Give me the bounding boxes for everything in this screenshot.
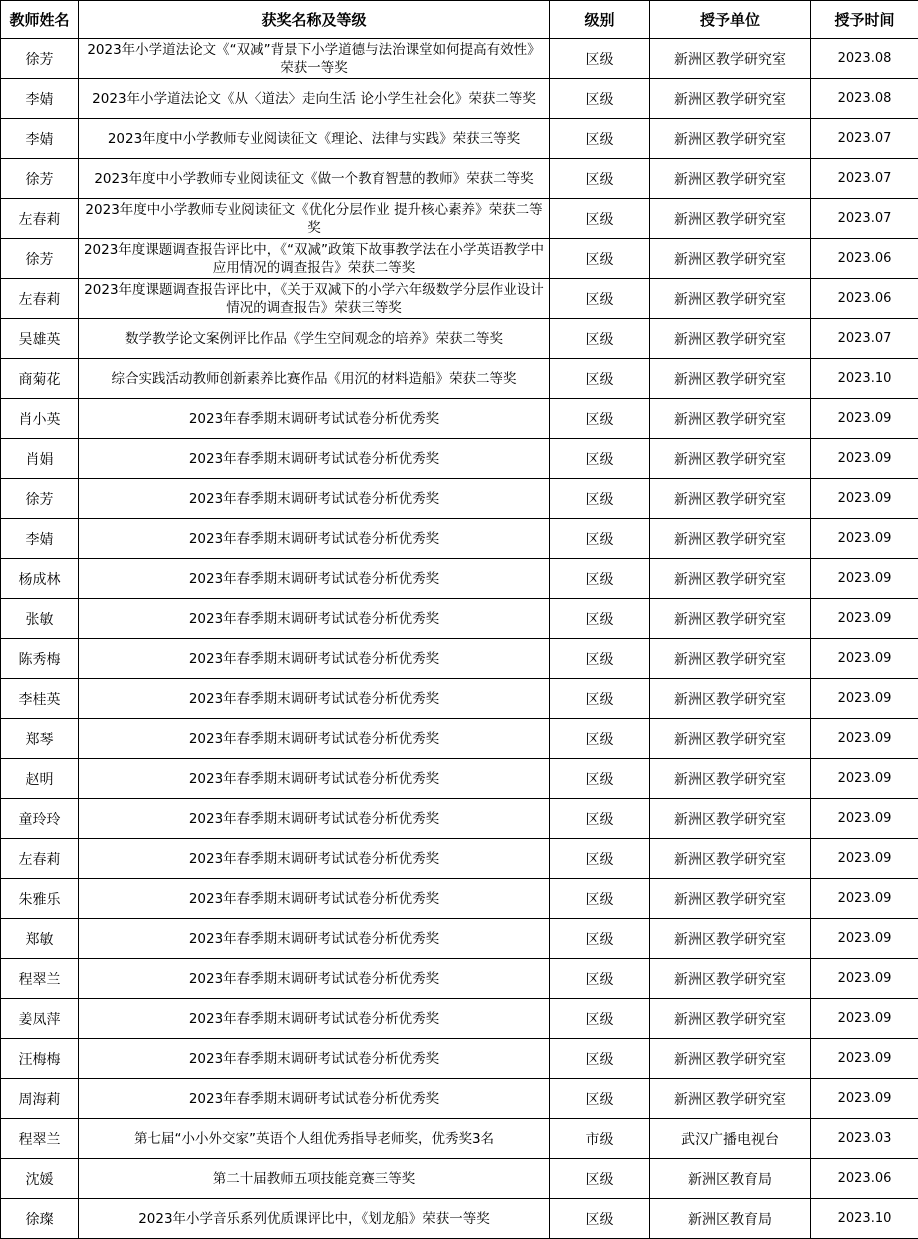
table-row bbox=[1, 719, 918, 759]
table-row bbox=[1, 439, 918, 479]
teacher-name-cell: 左春莉 bbox=[1, 839, 79, 879]
granting-unit-cell: 新洲区教育局 bbox=[650, 1199, 811, 1239]
table-row bbox=[1, 239, 918, 279]
teacher-name-cell: 左春莉 bbox=[1, 199, 79, 239]
level-cell: 区级 bbox=[550, 479, 650, 519]
teacher-name-cell: 吴雄英 bbox=[1, 319, 79, 359]
grant-date-cell: 2023.09 bbox=[811, 1079, 918, 1119]
award-name-cell: 2023年春季期末调研考试试卷分析优秀奖 bbox=[79, 599, 550, 639]
granting-unit-cell: 新洲区教学研究室 bbox=[650, 159, 811, 199]
grant-date-cell: 2023.09 bbox=[811, 759, 918, 799]
grant-date-cell: 2023.09 bbox=[811, 679, 918, 719]
header-teacher-name: 教师姓名 bbox=[1, 1, 79, 39]
award-name-cell: 2023年度课题调查报告评比中，《“双减”政策下故事教学法在小学英语教学中应用情况的调查报告》荣获二等奖 bbox=[79, 239, 550, 279]
table-row bbox=[1, 199, 918, 239]
table-row bbox=[1, 1159, 918, 1199]
table-row bbox=[1, 159, 918, 199]
grant-date-cell: 2023.09 bbox=[811, 599, 918, 639]
granting-unit-cell: 新洲区教学研究室 bbox=[650, 559, 811, 599]
granting-unit-cell: 新洲区教学研究室 bbox=[650, 319, 811, 359]
award-name-cell: 2023年春季期末调研考试试卷分析优秀奖 bbox=[79, 759, 550, 799]
table-row bbox=[1, 279, 918, 319]
teacher-name-cell: 童玲玲 bbox=[1, 799, 79, 839]
teacher-name-cell: 周海莉 bbox=[1, 1079, 79, 1119]
level-cell: 区级 bbox=[550, 119, 650, 159]
award-name-cell: 第七届“小小外交家”英语个人组优秀指导老师奖，优秀奖3名 bbox=[79, 1119, 550, 1159]
grant-date-cell: 2023.09 bbox=[811, 959, 918, 999]
grant-date-cell: 2023.07 bbox=[811, 119, 918, 159]
table-row bbox=[1, 1039, 918, 1079]
level-cell: 区级 bbox=[550, 199, 650, 239]
award-name-cell: 2023年春季期末调研考试试卷分析优秀奖 bbox=[79, 799, 550, 839]
grant-date-cell: 2023.09 bbox=[811, 519, 918, 559]
granting-unit-cell: 新洲区教育局 bbox=[650, 1159, 811, 1199]
award-name-cell: 2023年春季期末调研考试试卷分析优秀奖 bbox=[79, 559, 550, 599]
granting-unit-cell: 新洲区教学研究室 bbox=[650, 1039, 811, 1079]
grant-date-cell: 2023.09 bbox=[811, 919, 918, 959]
award-name-cell: 2023年春季期末调研考试试卷分析优秀奖 bbox=[79, 1039, 550, 1079]
grant-date-cell: 2023.09 bbox=[811, 719, 918, 759]
grant-date-cell: 2023.09 bbox=[811, 559, 918, 599]
award-name-cell: 2023年春季期末调研考试试卷分析优秀奖 bbox=[79, 399, 550, 439]
award-name-cell: 2023年春季期末调研考试试卷分析优秀奖 bbox=[79, 879, 550, 919]
table-body bbox=[1, 39, 918, 1239]
level-cell: 区级 bbox=[550, 799, 650, 839]
grant-date-cell: 2023.07 bbox=[811, 319, 918, 359]
header-granting-unit: 授予单位 bbox=[650, 1, 811, 39]
level-cell: 区级 bbox=[550, 319, 650, 359]
table-row bbox=[1, 879, 918, 919]
table-row bbox=[1, 79, 918, 119]
award-name-cell: 2023年小学音乐系列优质课评比中，《划龙船》荣获一等奖 bbox=[79, 1199, 550, 1239]
granting-unit-cell: 新洲区教学研究室 bbox=[650, 799, 811, 839]
table-row bbox=[1, 919, 918, 959]
granting-unit-cell: 新洲区教学研究室 bbox=[650, 199, 811, 239]
grant-date-cell: 2023.09 bbox=[811, 879, 918, 919]
level-cell: 区级 bbox=[550, 999, 650, 1039]
level-cell: 市级 bbox=[550, 1119, 650, 1159]
teacher-name-cell: 赵明 bbox=[1, 759, 79, 799]
level-cell: 区级 bbox=[550, 719, 650, 759]
table-row bbox=[1, 799, 918, 839]
award-name-cell: 2023年春季期末调研考试试卷分析优秀奖 bbox=[79, 679, 550, 719]
header-award-name: 获奖名称及等级 bbox=[79, 1, 550, 39]
table-row bbox=[1, 639, 918, 679]
grant-date-cell: 2023.06 bbox=[811, 239, 918, 279]
teacher-name-cell: 左春莉 bbox=[1, 279, 79, 319]
teacher-name-cell: 肖小英 bbox=[1, 399, 79, 439]
award-name-cell: 2023年春季期末调研考试试卷分析优秀奖 bbox=[79, 479, 550, 519]
level-cell: 区级 bbox=[550, 1199, 650, 1239]
teacher-name-cell: 陈秀梅 bbox=[1, 639, 79, 679]
level-cell: 区级 bbox=[550, 79, 650, 119]
table-row bbox=[1, 1199, 918, 1239]
table-row bbox=[1, 1079, 918, 1119]
award-name-cell: 2023年度中小学教师专业阅读征文《做一个教育智慧的教师》荣获二等奖 bbox=[79, 159, 550, 199]
level-cell: 区级 bbox=[550, 39, 650, 79]
award-name-cell: 数学教学论文案例评比作品《学生空间观念的培养》荣获二等奖 bbox=[79, 319, 550, 359]
award-name-cell: 2023年小学道法论文《从〈道法〉走向生活 论小学生社会化》荣获二等奖 bbox=[79, 79, 550, 119]
teacher-name-cell: 程翠兰 bbox=[1, 1119, 79, 1159]
grant-date-cell: 2023.09 bbox=[811, 639, 918, 679]
header-level: 级别 bbox=[550, 1, 650, 39]
grant-date-cell: 2023.10 bbox=[811, 359, 918, 399]
table-row bbox=[1, 759, 918, 799]
granting-unit-cell: 新洲区教学研究室 bbox=[650, 839, 811, 879]
table-row bbox=[1, 359, 918, 399]
grant-date-cell: 2023.09 bbox=[811, 839, 918, 879]
table-row bbox=[1, 999, 918, 1039]
level-cell: 区级 bbox=[550, 639, 650, 679]
level-cell: 区级 bbox=[550, 359, 650, 399]
table-row bbox=[1, 559, 918, 599]
table-header bbox=[1, 1, 918, 39]
grant-date-cell: 2023.09 bbox=[811, 799, 918, 839]
granting-unit-cell: 新洲区教学研究室 bbox=[650, 679, 811, 719]
table-row bbox=[1, 479, 918, 519]
teacher-name-cell: 张敏 bbox=[1, 599, 79, 639]
granting-unit-cell: 新洲区教学研究室 bbox=[650, 119, 811, 159]
level-cell: 区级 bbox=[550, 159, 650, 199]
teacher-name-cell: 郑琴 bbox=[1, 719, 79, 759]
table-row bbox=[1, 959, 918, 999]
granting-unit-cell: 新洲区教学研究室 bbox=[650, 79, 811, 119]
header-grant-date: 授予时间 bbox=[811, 1, 918, 39]
granting-unit-cell: 新洲区教学研究室 bbox=[650, 239, 811, 279]
teacher-name-cell: 徐芳 bbox=[1, 479, 79, 519]
level-cell: 区级 bbox=[550, 439, 650, 479]
granting-unit-cell: 新洲区教学研究室 bbox=[650, 719, 811, 759]
granting-unit-cell: 新洲区教学研究室 bbox=[650, 999, 811, 1039]
teacher-name-cell: 商菊花 bbox=[1, 359, 79, 399]
award-name-cell: 2023年度中小学教师专业阅读征文《理论、法律与实践》荣获三等奖 bbox=[79, 119, 550, 159]
award-name-cell: 2023年春季期末调研考试试卷分析优秀奖 bbox=[79, 519, 550, 559]
award-name-cell: 2023年春季期末调研考试试卷分析优秀奖 bbox=[79, 839, 550, 879]
granting-unit-cell: 新洲区教学研究室 bbox=[650, 439, 811, 479]
teacher-name-cell: 徐芳 bbox=[1, 39, 79, 79]
table-row bbox=[1, 319, 918, 359]
award-name-cell: 2023年春季期末调研考试试卷分析优秀奖 bbox=[79, 1079, 550, 1119]
grant-date-cell: 2023.03 bbox=[811, 1119, 918, 1159]
level-cell: 区级 bbox=[550, 679, 650, 719]
award-name-cell: 2023年春季期末调研考试试卷分析优秀奖 bbox=[79, 719, 550, 759]
table-row bbox=[1, 599, 918, 639]
table-row bbox=[1, 39, 918, 79]
award-name-cell: 2023年春季期末调研考试试卷分析优秀奖 bbox=[79, 919, 550, 959]
level-cell: 区级 bbox=[550, 1039, 650, 1079]
award-name-cell: 综合实践活动教师创新素养比赛作品《用沉的材料造船》荣获二等奖 bbox=[79, 359, 550, 399]
level-cell: 区级 bbox=[550, 279, 650, 319]
grant-date-cell: 2023.08 bbox=[811, 39, 918, 79]
teacher-name-cell: 李婧 bbox=[1, 519, 79, 559]
level-cell: 区级 bbox=[550, 599, 650, 639]
teacher-name-cell: 徐璨 bbox=[1, 1199, 79, 1239]
level-cell: 区级 bbox=[550, 239, 650, 279]
teacher-name-cell: 姜凤萍 bbox=[1, 999, 79, 1039]
table-row bbox=[1, 399, 918, 439]
granting-unit-cell: 武汉广播电视台 bbox=[650, 1119, 811, 1159]
level-cell: 区级 bbox=[550, 519, 650, 559]
award-name-cell: 2023年春季期末调研考试试卷分析优秀奖 bbox=[79, 959, 550, 999]
grant-date-cell: 2023.10 bbox=[811, 1199, 918, 1239]
granting-unit-cell: 新洲区教学研究室 bbox=[650, 1079, 811, 1119]
granting-unit-cell: 新洲区教学研究室 bbox=[650, 479, 811, 519]
level-cell: 区级 bbox=[550, 399, 650, 439]
grant-date-cell: 2023.07 bbox=[811, 159, 918, 199]
granting-unit-cell: 新洲区教学研究室 bbox=[650, 359, 811, 399]
teacher-name-cell: 徐芳 bbox=[1, 239, 79, 279]
teacher-name-cell: 程翠兰 bbox=[1, 959, 79, 999]
level-cell: 区级 bbox=[550, 919, 650, 959]
award-name-cell: 2023年度中小学教师专业阅读征文《优化分层作业 提升核心素养》荣获二等奖 bbox=[79, 199, 550, 239]
table-row bbox=[1, 519, 918, 559]
award-name-cell: 第二十届教师五项技能竞赛三等奖 bbox=[79, 1159, 550, 1199]
grant-date-cell: 2023.09 bbox=[811, 479, 918, 519]
grant-date-cell: 2023.06 bbox=[811, 1159, 918, 1199]
granting-unit-cell: 新洲区教学研究室 bbox=[650, 279, 811, 319]
grant-date-cell: 2023.08 bbox=[811, 79, 918, 119]
granting-unit-cell: 新洲区教学研究室 bbox=[650, 879, 811, 919]
teacher-name-cell: 徐芳 bbox=[1, 159, 79, 199]
award-name-cell: 2023年春季期末调研考试试卷分析优秀奖 bbox=[79, 999, 550, 1039]
level-cell: 区级 bbox=[550, 759, 650, 799]
award-name-cell: 2023年小学道法论文《“双减”背景下小学道德与法治课堂如何提高有效性》荣获一等奖 bbox=[79, 39, 550, 79]
teacher-name-cell: 杨成林 bbox=[1, 559, 79, 599]
level-cell: 区级 bbox=[550, 879, 650, 919]
table-row bbox=[1, 1119, 918, 1159]
table-row bbox=[1, 119, 918, 159]
teacher-name-cell: 李桂英 bbox=[1, 679, 79, 719]
granting-unit-cell: 新洲区教学研究室 bbox=[650, 519, 811, 559]
teacher-name-cell: 沈媛 bbox=[1, 1159, 79, 1199]
grant-date-cell: 2023.09 bbox=[811, 439, 918, 479]
granting-unit-cell: 新洲区教学研究室 bbox=[650, 599, 811, 639]
grant-date-cell: 2023.09 bbox=[811, 1039, 918, 1079]
grant-date-cell: 2023.09 bbox=[811, 399, 918, 439]
granting-unit-cell: 新洲区教学研究室 bbox=[650, 759, 811, 799]
award-name-cell: 2023年春季期末调研考试试卷分析优秀奖 bbox=[79, 639, 550, 679]
teacher-name-cell: 李婧 bbox=[1, 119, 79, 159]
level-cell: 区级 bbox=[550, 1079, 650, 1119]
level-cell: 区级 bbox=[550, 959, 650, 999]
level-cell: 区级 bbox=[550, 839, 650, 879]
granting-unit-cell: 新洲区教学研究室 bbox=[650, 639, 811, 679]
grant-date-cell: 2023.09 bbox=[811, 999, 918, 1039]
teacher-name-cell: 郑敏 bbox=[1, 919, 79, 959]
level-cell: 区级 bbox=[550, 559, 650, 599]
teacher-name-cell: 肖娟 bbox=[1, 439, 79, 479]
teacher-name-cell: 李婧 bbox=[1, 79, 79, 119]
award-name-cell: 2023年春季期末调研考试试卷分析优秀奖 bbox=[79, 439, 550, 479]
grant-date-cell: 2023.06 bbox=[811, 279, 918, 319]
table-row bbox=[1, 839, 918, 879]
award-name-cell: 2023年度课题调查报告评比中，《关于双减下的小学六年级数学分层作业设计情况的调查报告》荣获三等奖 bbox=[79, 279, 550, 319]
granting-unit-cell: 新洲区教学研究室 bbox=[650, 399, 811, 439]
granting-unit-cell: 新洲区教学研究室 bbox=[650, 39, 811, 79]
header-row bbox=[1, 1, 918, 39]
teacher-name-cell: 朱雅乐 bbox=[1, 879, 79, 919]
granting-unit-cell: 新洲区教学研究室 bbox=[650, 959, 811, 999]
level-cell: 区级 bbox=[550, 1159, 650, 1199]
table-row bbox=[1, 679, 918, 719]
granting-unit-cell: 新洲区教学研究室 bbox=[650, 919, 811, 959]
grant-date-cell: 2023.07 bbox=[811, 199, 918, 239]
teacher-name-cell: 汪梅梅 bbox=[1, 1039, 79, 1079]
